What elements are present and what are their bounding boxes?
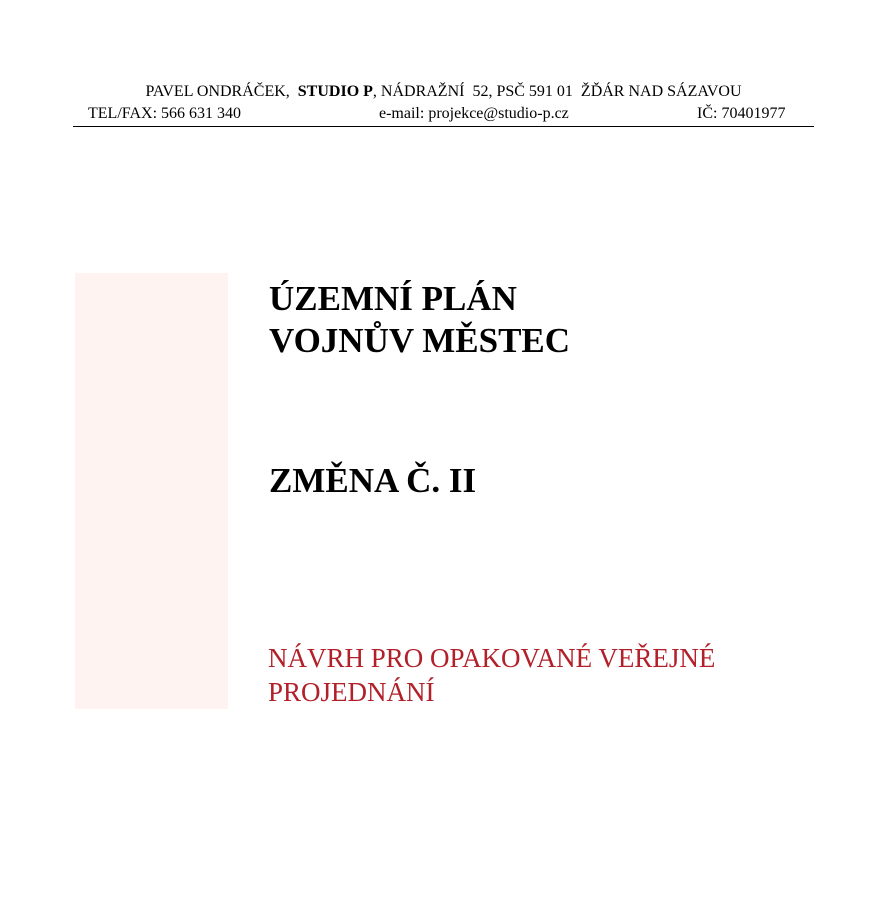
document-title-line1: ÚZEMNÍ PLÁN — [269, 279, 517, 318]
document-title-line2: VOJNŮV MĚSTEC — [269, 321, 571, 360]
change-heading: ZMĚNA Č. II — [269, 461, 477, 500]
letterhead-name: PAVEL ONDRÁČEK, — [145, 83, 298, 100]
letterhead — [73, 82, 814, 127]
document-title — [269, 278, 570, 362]
letterhead-studio: STUDIO P — [297, 83, 373, 100]
document-subtitle — [268, 641, 715, 709]
decorative-side-band — [75, 273, 228, 709]
document-subtitle-line2: PROJEDNÁNÍ — [268, 677, 435, 707]
letterhead-address: , NÁDRAŽNÍ 52, PSČ 591 01 ŽĎÁR NAD SÁZAVOU — [372, 83, 742, 100]
letterhead-email[interactable]: e-mail: projekce@studio-p.cz — [379, 105, 569, 122]
document-subtitle-line1: NÁVRH PRO OPAKOVANÉ VEŘEJNÉ — [268, 643, 716, 673]
letterhead-ic: IČ: 70401977 — [697, 105, 786, 122]
letterhead-tel: TEL/FAX: 566 631 340 — [88, 105, 242, 122]
letterhead-address-line — [73, 82, 814, 102]
